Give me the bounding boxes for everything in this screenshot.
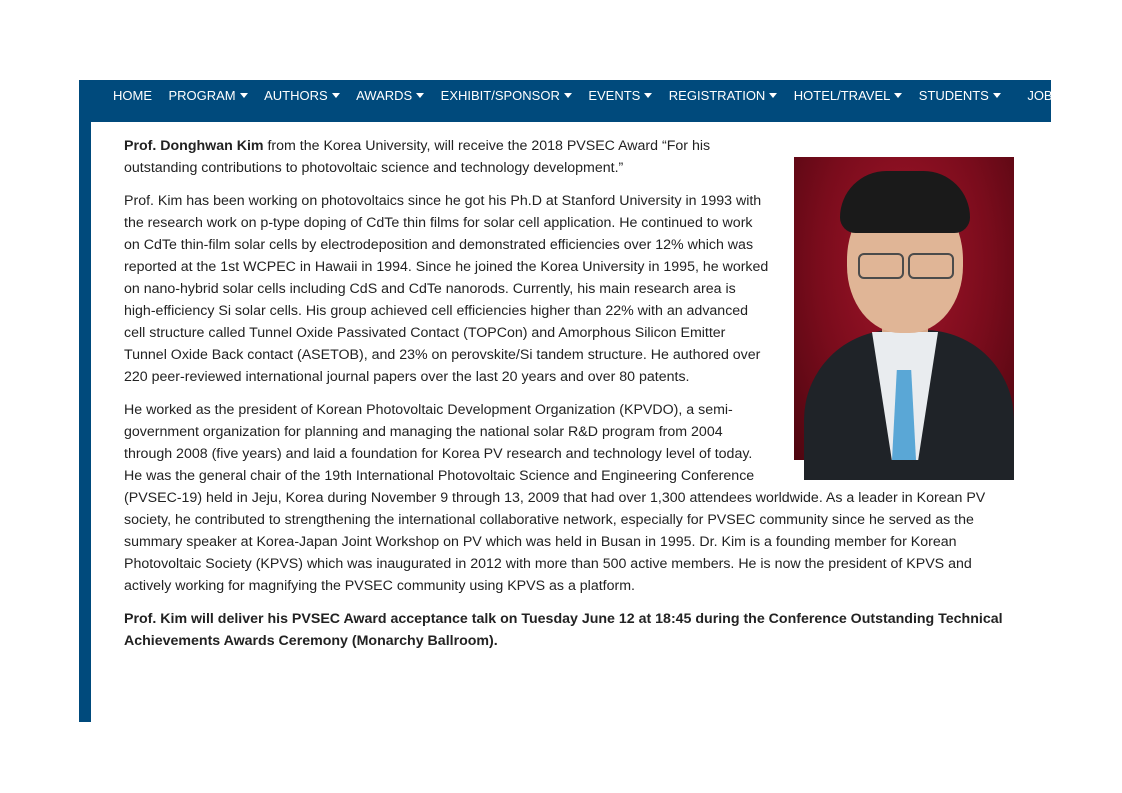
caret-down-icon	[644, 93, 652, 98]
nav-list	[113, 80, 1117, 122]
photo-glasses-left	[858, 253, 904, 279]
nav-exhibit-sponsor[interactable]	[441, 80, 572, 122]
recipient-name: Prof. Donghwan Kim	[124, 138, 264, 154]
nav-registration[interactable]	[669, 80, 778, 122]
award-talk-notice	[124, 608, 1014, 652]
nav-program[interactable]	[168, 80, 247, 122]
intro-text: from the Korea University, will receive the 2018 PVSEC Award “For his outstanding contributions to photovoltaic science and technology development.”	[124, 138, 711, 176]
nav-events[interactable]	[588, 80, 652, 122]
page-frame	[79, 80, 1106, 722]
nav-awards-label: AWARDS	[356, 88, 413, 103]
nav-awards[interactable]	[356, 80, 424, 122]
career-paragraph: Prof. Kim has been working on photovoltaics since he got his Ph.D at Stanford University in 1993 with the research work on p-type doping of CdTe thin films for solar cell application. He continued to work on CdTe thin-film solar cells by electrodeposition and demonstrated efficiencies over 12% which was reported at the 1st WCPEC in Hawaii in 1994. Since he joined the Korea University in 1995, he worked on nano-hybrid solar cells including CdS and CdTe nanorods. Currently, his main research area is high-efficiency Si solar cells. His group achieved cell efficiencies higher than 22% with an advanced cell structure called Tunnel Oxide Passivated Contact (TOPCon) and Amorphous Silicon Emitter Tunnel Oxide Back contact (ASETOB), and 23% on perovskite/Si tandem structure. He authored over 220 peer-reviewed international journal papers over the last 20 years and over 80 patents.	[124, 193, 769, 385]
main-navbar	[79, 80, 1106, 122]
nav-authors-label: AUTHORS	[264, 88, 328, 103]
left-accent-bar	[79, 122, 91, 722]
nav-program-label: PROGRAM	[168, 88, 236, 103]
award-recipient-photo	[794, 157, 1014, 460]
nav-exhibit-sponsor-label: EXHIBIT/SPONSOR	[440, 88, 560, 103]
nav-home[interactable]	[113, 80, 152, 122]
award-talk-text: Prof. Kim will deliver his PVSEC Award acceptance talk on Tuesday June 12 at 18:45 during the Conference Outstanding Technical Achievements Awards Ceremony (Monarchy Ballroom).	[124, 611, 1003, 649]
caret-down-icon	[769, 93, 777, 98]
caret-down-icon	[240, 93, 248, 98]
caret-down-icon	[894, 93, 902, 98]
caret-down-icon	[993, 93, 1001, 98]
nav-registration-label: REGISTRATION	[668, 88, 766, 103]
nav-jobs[interactable]	[1027, 80, 1061, 122]
caret-down-icon	[564, 93, 572, 98]
photo-glasses-right	[908, 253, 954, 279]
nav-students[interactable]	[919, 80, 1001, 122]
nav-students-label: STUDENTS	[918, 88, 989, 103]
nav-hotel-travel[interactable]	[794, 80, 903, 122]
nav-jobs-label: JOBS	[1027, 88, 1062, 103]
nav-about-label: AB	[1087, 88, 1106, 103]
leadership-paragraph: He worked as the president of Korean Photovoltaic Development Organization (KPVDO), a semi-government organization for planning and managing the national solar R&D program from 2004 through 2008 (five years) and laid a foundation for Korea PV research and technology level of today. He was the general chair of the 19th International Photovoltaic Science and Engineering Conference (PVSEC-19) held in Jeju, Korea during November 9 through 13, 2009 that had over 1,300 attendees worldwide. As a leader in Korean PV society, he contributed to strengthening the international collaborative network, especially for PVSEC community since he served as the summary speaker at Korea-Japan Joint Workshop on PV which was held in Busan in 1995. Dr. Kim is a founding member for Korean Photovoltaic Society (KPVS) which was inaugurated in 2012 with more than 500 active members. He is now the president of KPVS and actively working for magnifying the PVSEC community using KPVS as a platform.	[124, 402, 986, 594]
photo-hair	[840, 171, 970, 233]
nav-about[interactable]	[1088, 80, 1105, 122]
caret-down-icon	[416, 93, 424, 98]
nav-authors[interactable]	[264, 80, 340, 122]
article-content	[124, 135, 1014, 663]
caret-down-icon	[332, 93, 340, 98]
nav-hotel-travel-label: HOTEL/TRAVEL	[793, 88, 891, 103]
nav-home-label: HOME	[113, 88, 152, 103]
nav-events-label: EVENTS	[588, 88, 641, 103]
